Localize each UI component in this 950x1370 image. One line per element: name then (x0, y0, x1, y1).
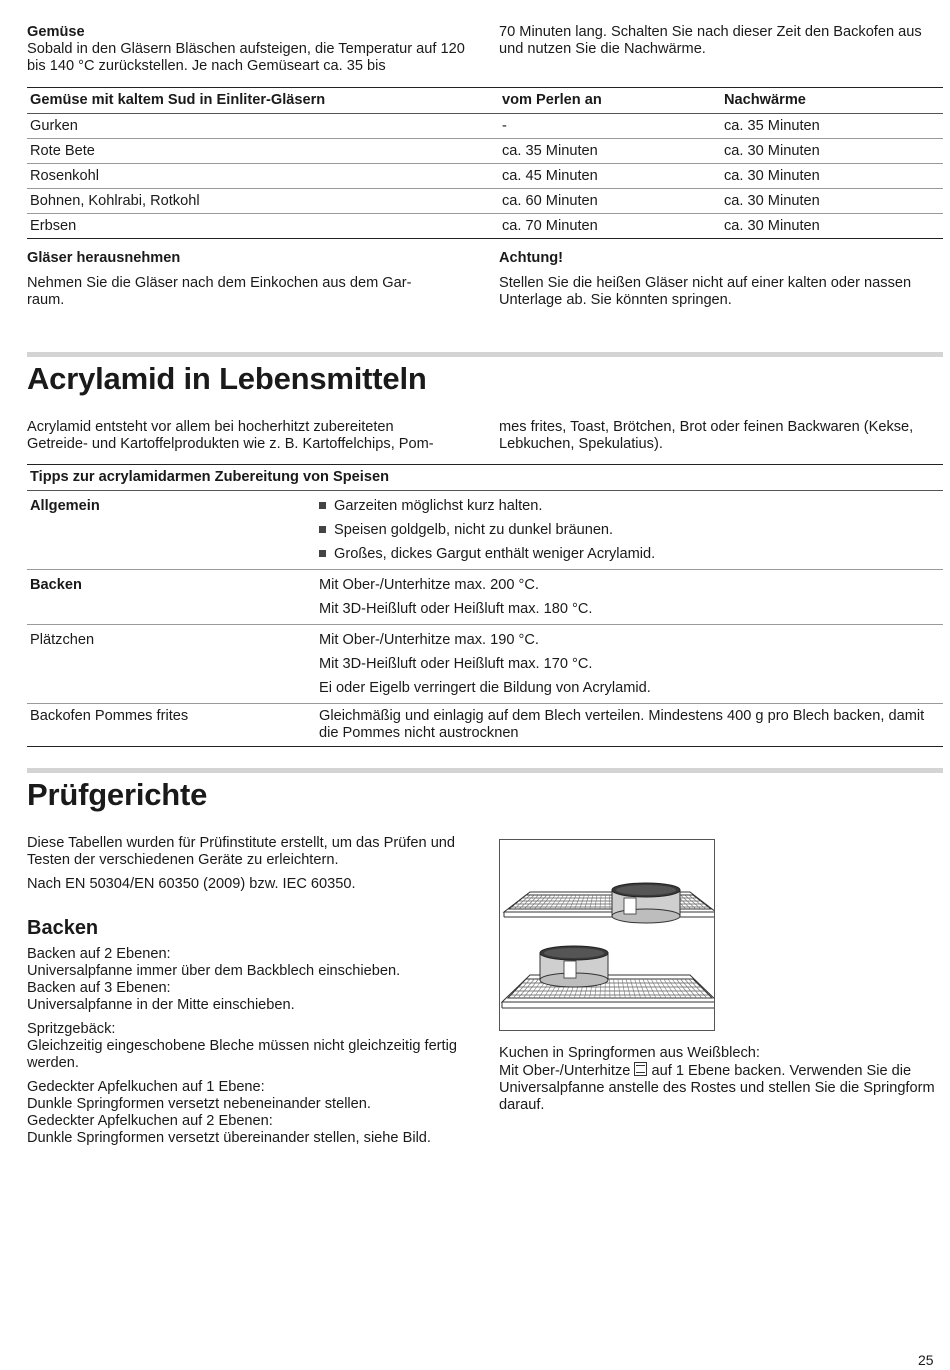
text-line: Spritzgebäck: (27, 1021, 116, 1037)
achtung-text: Stellen Sie die heißen Gläser nicht auf einer kalten oder nassen Unterlage ab. Sie könnten springen. (499, 275, 912, 308)
table-cell: ca. 45 Minuten (499, 164, 721, 189)
list-item-text: Mit Ober-/Unterhitze max. 200 °C. (319, 577, 539, 593)
list-item-text: Garzeiten möglichst kurz halten. (334, 498, 543, 514)
row-content (316, 491, 943, 570)
oven-racks-drawing (500, 840, 714, 1030)
list-item (319, 518, 940, 542)
row-content: Gleichmäßig und einlagig auf dem Blech verteilen. Mindestens 400 g pro Blech backen, damit die Pommes nicht austrocknen (316, 704, 943, 747)
table-row (27, 625, 943, 704)
table-row (27, 164, 943, 189)
text-line: Backen auf 2 Ebenen: (27, 946, 171, 962)
glaeser-text-line1: Nehmen Sie die Gläser nach dem Einkochen aus dem Gar- (27, 275, 412, 291)
text-line: Dunkle Springformen versetzt nebeneinander stellen. (27, 1096, 371, 1112)
section-divider (27, 352, 943, 357)
backen-paragraph (27, 946, 472, 1014)
caption-text-end: auf 1 Ebene backen. Verwenden Sie die Universalpfanne anstelle des Rostes und stellen Sie die Springform darauf. (499, 1063, 935, 1113)
gemuese-text: Sobald in den Gläsern Bläschen aufsteigen, die Temperatur auf 120 bis 140 °C zurückstellen. Je nach Gemüseart ca. 35 bis (27, 41, 465, 74)
table-cell: - (502, 118, 507, 134)
caption-text-start: Mit Ober-/Unterhitze (499, 1063, 631, 1079)
table-header: Tipps zur acrylamidarmen Zubereitung von Speisen (27, 465, 943, 491)
achtung-section (499, 250, 944, 309)
lower-springform-pan (540, 946, 608, 987)
table-cell: ca. 35 Minuten (724, 118, 820, 134)
text-line: Gedeckter Apfelkuchen auf 2 Ebenen: (27, 1113, 273, 1129)
table-row (27, 139, 943, 164)
glaeser-heading: Gläser herausnehmen (27, 250, 181, 266)
spritzgebaeck-paragraph (27, 1021, 472, 1072)
list-item-text: Mit Ober-/Unterhitze max. 190 °C. (319, 632, 539, 648)
table-row (27, 214, 943, 239)
list-item-text: Mit 3D-Heißluft oder Heißluft max. 180 °C. (319, 601, 593, 617)
table-row (27, 189, 943, 214)
gemuese-text-continued (499, 24, 944, 58)
table-cell: ca. 30 Minuten (721, 164, 943, 189)
springform-illustration (499, 839, 715, 1031)
gemuese-section (27, 24, 472, 75)
acrylamid-intro-right: mes frites, Toast, Brötchen, Brot oder feinen Backwaren (Kekse, Lebkuchen, Spekulatius). (499, 419, 914, 452)
list-item-text: Speisen goldgelb, nicht zu dunkel bräunen. (334, 522, 614, 538)
backen-heading: Backen (27, 917, 99, 939)
table-cell: Bohnen, Kohlrabi, Rotkohl (27, 189, 499, 214)
acrylamid-intro (27, 419, 472, 453)
section-title-acrylamid: Acrylamid in Lebensmitteln (27, 361, 427, 396)
table-row (27, 570, 943, 625)
table-header: vom Perlen an (499, 88, 721, 114)
pruef-intro: Diese Tabellen wurden für Prüfinstitute erstellt, um das Prüfen und Testen der verschiedenen Geräte zu erleichtern. (27, 835, 456, 868)
table-cell: ca. 60 Minuten (499, 189, 721, 214)
text-line: Gedeckter Apfelkuchen auf 1 Ebene: (27, 1079, 265, 1095)
text-line: Universalpfanne immer über dem Backblech einschieben. (27, 963, 401, 979)
page-number: 25 (918, 1352, 934, 1368)
text-line: Dunkle Springformen versetzt übereinander stellen, siehe Bild. (27, 1130, 431, 1146)
apfelkuchen-paragraph (27, 1079, 472, 1147)
gemuese-text-right: 70 Minuten lang. Schalten Sie nach dieser Zeit den Backofen aus und nutzen Sie die Nachwärme. (499, 24, 922, 57)
row-label: Plätzchen (27, 625, 316, 704)
table-header-row (27, 465, 943, 491)
pruef-norm: Nach EN 50304/EN 60350 (2009) bzw. IEC 60350. (27, 876, 356, 892)
text-line: Gleichzeitig eingeschobene Bleche müssen nicht gleichzeitig fertig werden. (27, 1038, 457, 1071)
glaeser-section (27, 250, 472, 309)
square-bullet-icon (319, 502, 326, 509)
table-cell: Gurken (30, 118, 78, 134)
table-cell: Rote Bete (27, 139, 499, 164)
table-cell: Erbsen (27, 214, 499, 239)
gemuese-table (27, 87, 943, 239)
acrylamid-intro-continued (499, 419, 944, 453)
table-cell: ca. 30 Minuten (721, 214, 943, 239)
acrylamid-tips-table (27, 464, 943, 747)
row-content (316, 625, 943, 704)
caption-text (499, 1062, 944, 1114)
figure-caption (499, 1045, 944, 1114)
table-cell: Rosenkohl (27, 164, 499, 189)
table-cell: ca. 30 Minuten (721, 139, 943, 164)
text-line: Backen auf 3 Ebenen: (27, 980, 171, 996)
top-bottom-heat-icon (634, 1062, 647, 1076)
acrylamid-intro-line2: Getreide- und Kartoffelprodukten wie z. B. Kartoffelchips, Pom- (27, 436, 434, 452)
table-header-row (27, 88, 943, 114)
pruef-left-column (27, 835, 472, 1147)
upper-springform-pan (612, 883, 680, 923)
gemuese-heading: Gemüse (27, 24, 85, 40)
section-title-pruefgerichte: Prüfgerichte (27, 777, 208, 812)
text-line: Universalpfanne in der Mitte einschieben. (27, 997, 295, 1013)
list-item (319, 494, 940, 518)
table-row (27, 114, 943, 139)
list-item (319, 542, 940, 566)
list-item-text: Ei oder Eigelb verringert die Bildung von Acrylamid. (319, 680, 651, 696)
table-row (27, 491, 943, 570)
table-header: Gemüse mit kaltem Sud in Einliter-Gläsern (27, 88, 499, 114)
section-divider (27, 768, 943, 773)
achtung-heading: Achtung! (499, 250, 564, 266)
square-bullet-icon (319, 550, 326, 557)
table-header: Nachwärme (721, 88, 943, 114)
row-label: Backen (27, 570, 316, 625)
table-row (27, 704, 943, 747)
acrylamid-intro-line1: Acrylamid entsteht vor allem bei hocherhitzt zubereiteten (27, 419, 394, 435)
table-cell: ca. 70 Minuten (499, 214, 721, 239)
row-label: Allgemein (30, 498, 100, 514)
table-cell: ca. 30 Minuten (721, 189, 943, 214)
list-item-text: Großes, dickes Gargut enthält weniger Acrylamid. (334, 546, 656, 562)
row-label: Backofen Pommes frites (27, 704, 316, 747)
square-bullet-icon (319, 526, 326, 533)
list-item-text: Mit 3D-Heißluft oder Heißluft max. 170 °C. (319, 656, 593, 672)
glaeser-text-line2: raum. (27, 292, 65, 308)
table-cell: ca. 35 Minuten (499, 139, 721, 164)
caption-title: Kuchen in Springformen aus Weißblech: (499, 1045, 760, 1061)
row-content (316, 570, 943, 625)
